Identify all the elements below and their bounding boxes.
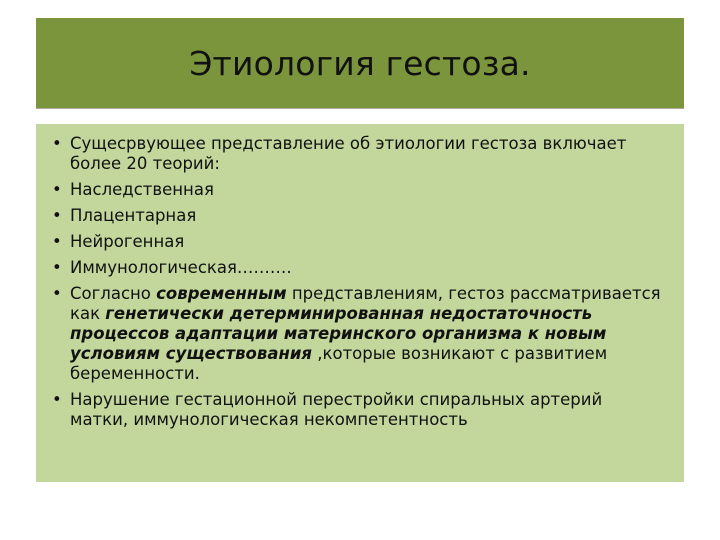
list-item-text: Плацентарная <box>70 206 197 225</box>
bullet-icon: • <box>52 390 62 409</box>
list-item-text: Нейрогенная <box>70 232 185 251</box>
list-item-text: Нарушение гестационной перестройки спиральных артерий матки, иммунологическая некомпетентность <box>70 390 603 429</box>
list-item <box>52 284 664 384</box>
list-item <box>52 180 664 200</box>
emphasis-text: генетически детерминированная недостаточность процессов адаптации материнского организма к новым условиям существования <box>70 304 607 363</box>
list-item-text: Иммунологическая………. <box>70 258 292 277</box>
bullet-icon: • <box>52 258 62 277</box>
list-item-mid: представлениям, гестоз рассматривается как <box>70 284 661 323</box>
slide-title: Этиология гестоза. <box>189 43 531 83</box>
bullet-icon: • <box>52 134 62 153</box>
list-item <box>52 390 664 430</box>
list-item-suffix: ,которые возникают с развитием беременности. <box>70 344 608 383</box>
list-item-prefix: Согласно <box>70 284 157 303</box>
content-box <box>36 124 684 482</box>
list-item <box>52 258 664 278</box>
list-item-text: Сущесрвующее представление об этиологии гестоза включает более 20 теорий: <box>70 134 627 173</box>
title-bar <box>36 18 684 109</box>
list-item <box>52 206 664 226</box>
bullet-icon: • <box>52 180 62 199</box>
bullet-icon: • <box>52 206 62 225</box>
bullet-icon: • <box>52 284 62 303</box>
list-item <box>52 232 664 252</box>
list-item-text: Наследственная <box>70 180 214 199</box>
bullet-list <box>52 134 664 430</box>
list-item <box>52 134 664 174</box>
emphasis-text: современным <box>156 284 287 303</box>
bullet-icon: • <box>52 232 62 251</box>
